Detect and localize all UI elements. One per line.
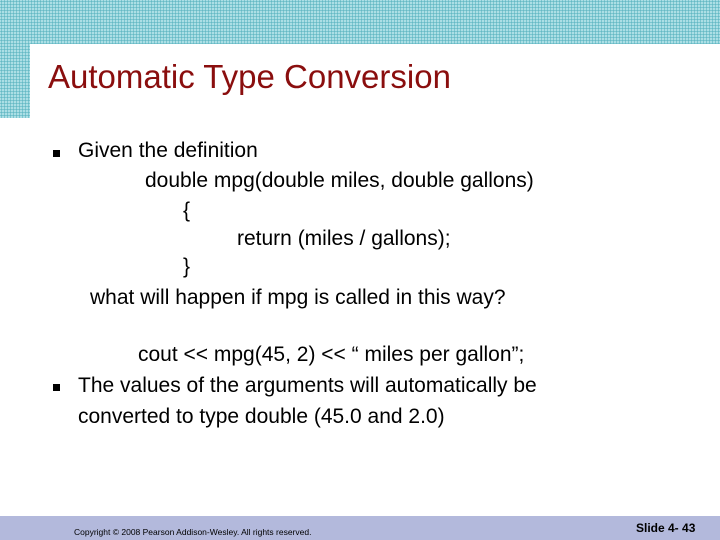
- copyright-notice: Copyright © 2008 Pearson Addison-Wesley. All rights reserved.: [74, 527, 312, 537]
- bullet-marker-1: [53, 150, 60, 157]
- bullet-2-line-1: The values of the arguments will automatically be: [78, 374, 537, 397]
- slide-title: Automatic Type Conversion: [48, 58, 451, 95]
- code-function-signature: double mpg(double miles, double gallons): [145, 169, 534, 192]
- slide-number: Slide 4- 43: [636, 521, 696, 535]
- code-close-brace: }: [183, 255, 191, 278]
- bullet-marker-2: [53, 384, 60, 391]
- bullet-1-question: what will happen if mpg is called in this way?: [90, 286, 506, 309]
- code-return-statement: return (miles / gallons);: [237, 227, 451, 250]
- code-open-brace: {: [183, 199, 191, 222]
- bullet-2-line-2: converted to type double (45.0 and 2.0): [78, 405, 445, 428]
- code-cout-call: cout << mpg(45, 2) << “ miles per gallon”;: [138, 343, 525, 366]
- bullet-1-line-1: Given the definition: [78, 139, 258, 162]
